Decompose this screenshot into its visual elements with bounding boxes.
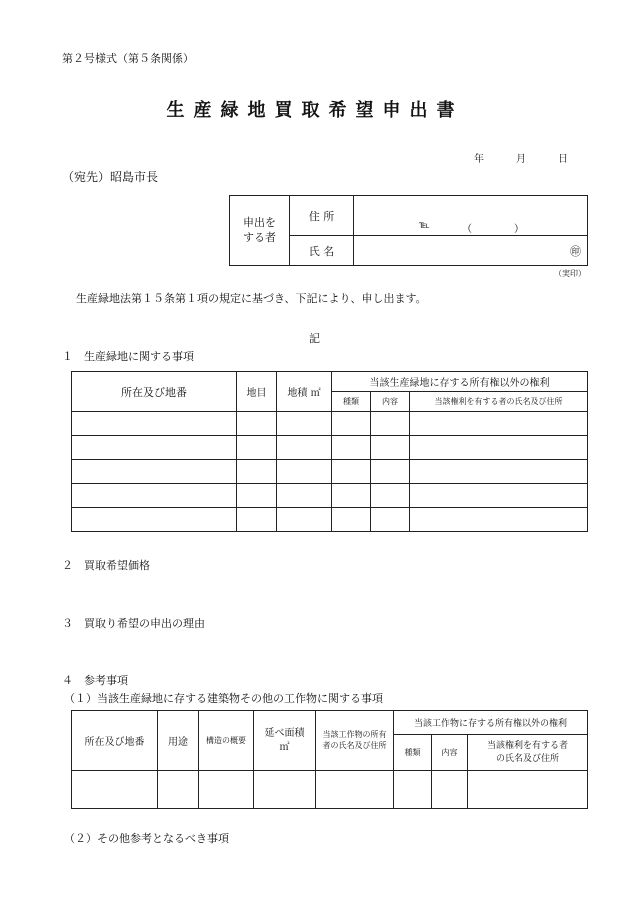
col-owner-line1: 当該工作物の所有	[322, 729, 387, 739]
tel-paren-close: ）	[514, 224, 524, 235]
section1-table	[71, 371, 588, 532]
table-cell[interactable]	[237, 484, 277, 508]
table-cell[interactable]	[72, 460, 237, 484]
date-month: 月	[516, 154, 526, 165]
applicant-label-line2: する者	[243, 230, 276, 244]
col-use: 用途	[158, 711, 199, 771]
table-row	[72, 508, 588, 532]
table-cell[interactable]	[371, 508, 410, 532]
table-cell[interactable]	[410, 508, 588, 532]
col-kind: 種類	[332, 392, 371, 412]
address-label: 住 所	[290, 196, 354, 236]
table-cell[interactable]	[199, 771, 254, 809]
table-cell[interactable]	[432, 771, 468, 809]
table-cell[interactable]	[332, 412, 371, 436]
table-cell[interactable]	[72, 412, 237, 436]
table-cell[interactable]	[237, 460, 277, 484]
col-location: 所在及び地番	[72, 372, 237, 412]
table-cell[interactable]	[72, 508, 237, 532]
col-content: 内容	[371, 392, 410, 412]
table-cell[interactable]	[277, 508, 332, 532]
table-cell[interactable]	[371, 460, 410, 484]
col-rights-group: 当該生産緑地に存する所有権以外の権利	[332, 372, 588, 392]
section4-heading: ４ 参考事項	[62, 674, 128, 687]
col-owner	[316, 711, 394, 771]
col-owner-line2: 者の氏名及び住所	[322, 740, 387, 750]
section4-sub1: （１）当該生産緑地に存する建築物その他の工作物に関する事項	[64, 692, 383, 705]
section3-heading: ３ 買取り希望の申出の理由	[62, 617, 205, 630]
applicant-label-line1: 申出を	[243, 215, 276, 229]
col-floor-area	[254, 711, 316, 771]
col-holder: 当該権利を有する者の氏名及び住所	[410, 392, 588, 412]
col-landtype: 地目	[237, 372, 277, 412]
table-cell[interactable]	[237, 412, 277, 436]
table-cell[interactable]	[394, 771, 432, 809]
section4-sub2: （２）その他参考となるべき事項	[64, 832, 229, 845]
col-holder-4-line2: の氏名及び住所	[496, 753, 560, 764]
name-label: 氏 名	[290, 236, 354, 266]
section4-table	[71, 710, 588, 809]
table-cell[interactable]	[316, 771, 394, 809]
table-cell[interactable]	[277, 460, 332, 484]
table-row	[72, 771, 588, 809]
table-cell[interactable]	[410, 436, 588, 460]
name-field[interactable]	[354, 236, 588, 266]
table-cell[interactable]	[158, 771, 199, 809]
col-kind-4: 種類	[394, 735, 432, 771]
table-cell[interactable]	[72, 484, 237, 508]
table-cell[interactable]	[237, 508, 277, 532]
table-cell[interactable]	[410, 460, 588, 484]
form-number: 第２号様式（第５条関係）	[62, 52, 194, 65]
table-cell[interactable]	[371, 412, 410, 436]
table-cell[interactable]	[332, 436, 371, 460]
col-area: 地積 ㎡	[277, 372, 332, 412]
table-row	[72, 412, 588, 436]
address-field[interactable]	[354, 196, 588, 236]
tel-paren-open: （	[462, 224, 472, 235]
table-cell[interactable]	[277, 436, 332, 460]
table-cell[interactable]	[72, 771, 158, 809]
col-holder-4	[468, 735, 588, 771]
section1-heading: １ 生産緑地に関する事項	[62, 350, 194, 363]
col-structure: 構造の概要	[199, 711, 254, 771]
date-year: 年	[474, 154, 484, 165]
date-day: 日	[558, 154, 568, 165]
seal-icon: ㊞	[570, 245, 581, 258]
table-cell[interactable]	[237, 436, 277, 460]
section2-heading: ２ 買取希望価格	[62, 559, 150, 572]
col-holder-4-line1: 当該権利を有する者	[487, 741, 569, 752]
seal-note: （実印）	[554, 269, 586, 278]
table-cell[interactable]	[410, 484, 588, 508]
table-cell[interactable]	[332, 484, 371, 508]
col-content-4: 内容	[432, 735, 468, 771]
table-cell[interactable]	[332, 508, 371, 532]
table-cell[interactable]	[332, 460, 371, 484]
col-location-4: 所在及び地番	[72, 711, 158, 771]
applicant-label	[230, 196, 290, 266]
tel-icon: ℡	[419, 220, 430, 231]
table-cell[interactable]	[468, 771, 588, 809]
table-row	[72, 460, 588, 484]
table-row	[72, 484, 588, 508]
table-cell[interactable]	[72, 436, 237, 460]
table-cell[interactable]	[277, 484, 332, 508]
page-title: 生産緑地買取希望申出書	[166, 100, 464, 121]
table-cell[interactable]	[254, 771, 316, 809]
table-cell[interactable]	[371, 484, 410, 508]
col-floor-area-line1: 延べ面積	[264, 728, 305, 739]
applicant-table	[229, 195, 588, 266]
col-rights-group-4: 当該工作物に存する所有権以外の権利	[394, 711, 588, 735]
table-row	[72, 436, 588, 460]
intro-text: 生産緑地法第１５条第１項の規定に基づき、下記により、申し出ます。	[76, 292, 427, 305]
table-cell[interactable]	[277, 412, 332, 436]
col-floor-area-unit: ㎡	[279, 741, 290, 753]
table-cell[interactable]	[410, 412, 588, 436]
addressee: （宛先）昭島市長	[62, 170, 159, 184]
ki-mark: 記	[309, 332, 320, 345]
table-cell[interactable]	[371, 436, 410, 460]
